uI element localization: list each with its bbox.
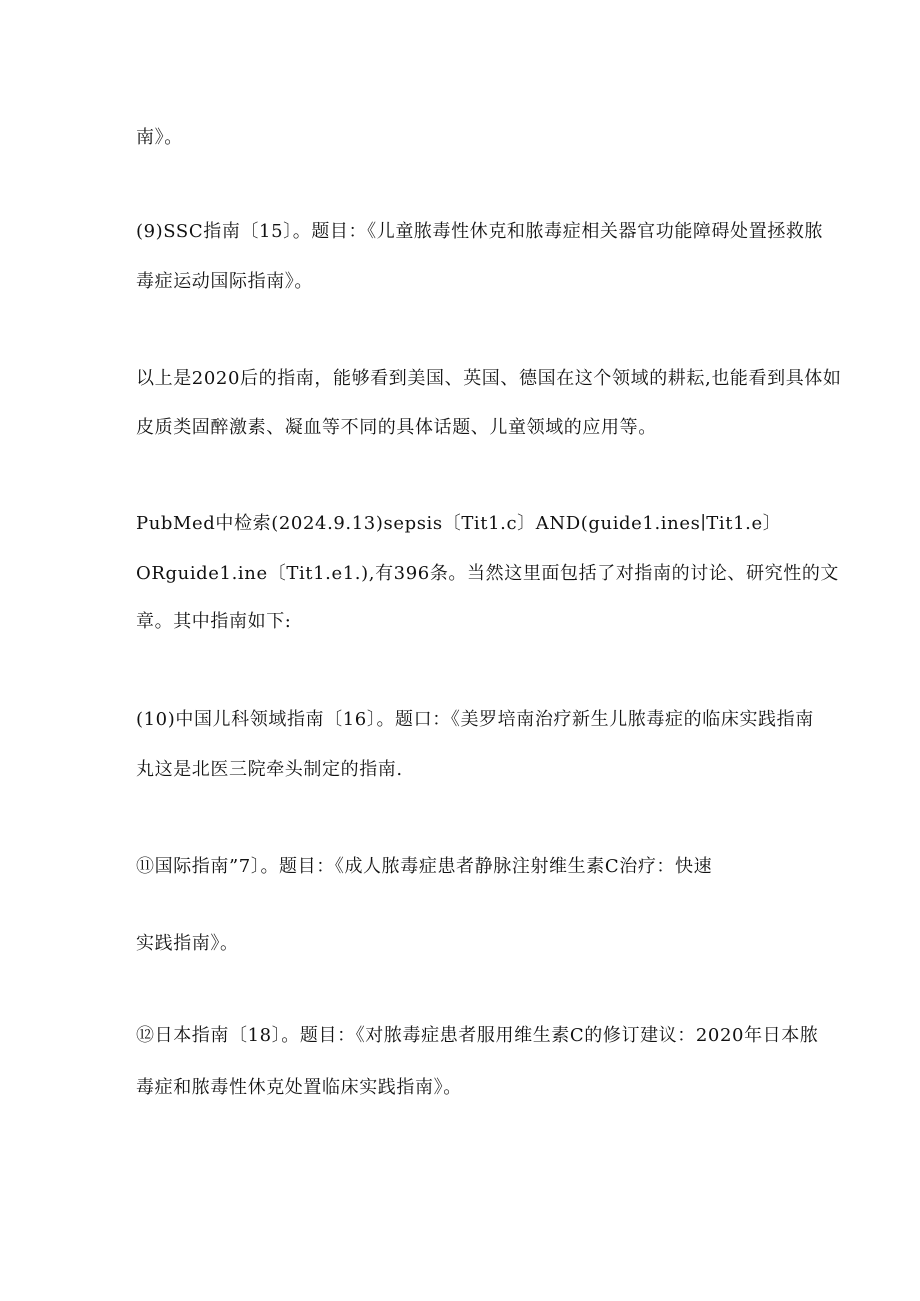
- text-line: 丸这是北医三院牵头制定的指南.: [136, 759, 403, 780]
- text-line: ⑫日本指南〔18〕。题目：《对脓毒症患者服用维生素C的修订建议：2020年日本脓: [136, 1025, 819, 1046]
- text-line: 以上是2020后的指南，能够看到美国、英国、德国在这个领域的耕耘,也能看到具体如: [136, 368, 842, 389]
- text-line: 毒症运动国际指南》。: [136, 271, 313, 292]
- text-line: 章。其中指南如下:: [136, 611, 292, 632]
- text-line: 南》。: [136, 127, 183, 148]
- text-line: ⑪国际指南”7〕。题目：《成人脓毒症患者静脉注射维生素C治疗：快速: [136, 856, 713, 877]
- text-line: 实践指南》。: [136, 933, 239, 954]
- text-line: PubMed中检索(2024.9.13)sepsis〔Tit1.c〕AND(guide1.ines∣Tit1.e〕: [136, 513, 782, 534]
- text-line: (9)SSC指南〔15〕。题目：《儿童脓毒性休克和脓毒症相关器官功能障碍处置拯救脓: [136, 221, 824, 242]
- text-line: (10)中国儿科领域指南〔16〕。题口：《美罗培南治疗新生儿脓毒症的临床实践指南: [136, 709, 814, 730]
- text-line: ORguide1.ine〔Tit1.e1.),有396条。当然这里面包括了对指南的讨论、研究性的文: [136, 563, 840, 584]
- text-line: 皮质类固醉激素、凝血等不同的具体话题、儿童领域的应用等。: [136, 417, 657, 438]
- text-line: 毒症和脓毒性休克处置临床实践指南》。: [136, 1077, 462, 1098]
